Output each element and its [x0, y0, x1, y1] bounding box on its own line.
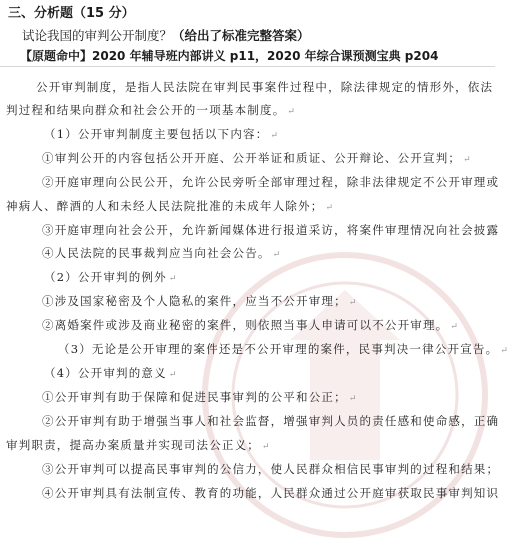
paragraph-line: （3）无论是公开审理的案件还是不公开审理的案件，民事判决一律公开宣告。 ↵: [58, 342, 508, 356]
paragraph-line: 神病人、醉酒的人和未经人民法院批准的未成年人除外； ↵: [6, 199, 334, 213]
source-reference: 【原题命中】2020 年辅导班内部讲义 p11，2020 年综合课预测宝典 p204: [20, 49, 439, 63]
paragraph-line: ④公开审判具有法制宣传、教育的功能，人民群众通过公开庭审获取民事审判知识: [42, 486, 500, 500]
question-text: 试论我国的审判公开制度？: [22, 28, 173, 43]
paragraph-line: ③开庭审理向社会公开，允许新闻媒体进行报道采访，将案件审理情况向社会披露: [42, 223, 500, 237]
paragraph-line: ③公开审判可以提高民事审判的公信力，使人民群众相信民事审判的过程和结果；: [42, 462, 500, 476]
question: [22, 26, 310, 44]
paragraph-line: ①涉及国家秘密及个人隐私的案件，应当不公开审理； ↵: [42, 294, 357, 308]
paragraph-line: （4）公开审判的意义 ↵: [44, 366, 177, 380]
paragraph-line: ②公开审判有助于增强当事人和社会监督，增强审判人员的责任感和使命感，正确: [42, 414, 500, 428]
paragraph-line: （1）公开审判制度主要包括以下内容： ↵: [44, 127, 278, 141]
paragraph-line: 审判职责，提高办案质量并实现司法公正义； ↵: [6, 438, 270, 452]
paragraph-line: ①审判公开的内容包括公开开庭、公开举证和质证、公开辩论、公开宣判； ↵: [42, 151, 471, 165]
paragraph-line: ④人民法院的民事裁判应当向社会公告。 ↵: [42, 246, 281, 260]
paragraph-line: 判过程和结果向群众和社会公开的一项基本制度。 ↵: [6, 103, 295, 117]
paragraph-line: ②离婚案件或涉及商业秘密的案件，则依照当事人申请可以不公开审理。 ↵: [42, 318, 458, 332]
divider: [0, 66, 495, 67]
paragraph-line: （2）公开审判的例外 ↵: [44, 270, 177, 284]
paragraph-line: ①公开审判有助于保障和促进民事审判的公平和公正； ↵: [42, 390, 357, 404]
question-note: （给出了标准完整答案）: [172, 28, 310, 43]
paragraph-line: 公开审判制度，是指人民法院在审判民事案件过程中，除法律规定的情形外，依法: [36, 80, 494, 94]
section-title: 三、分析题（15 分）: [8, 6, 135, 21]
paragraph-line: ②开庭审理向公民公开，允许公民旁听全部审理过程，除非法律规定不公开审理或: [42, 175, 500, 189]
